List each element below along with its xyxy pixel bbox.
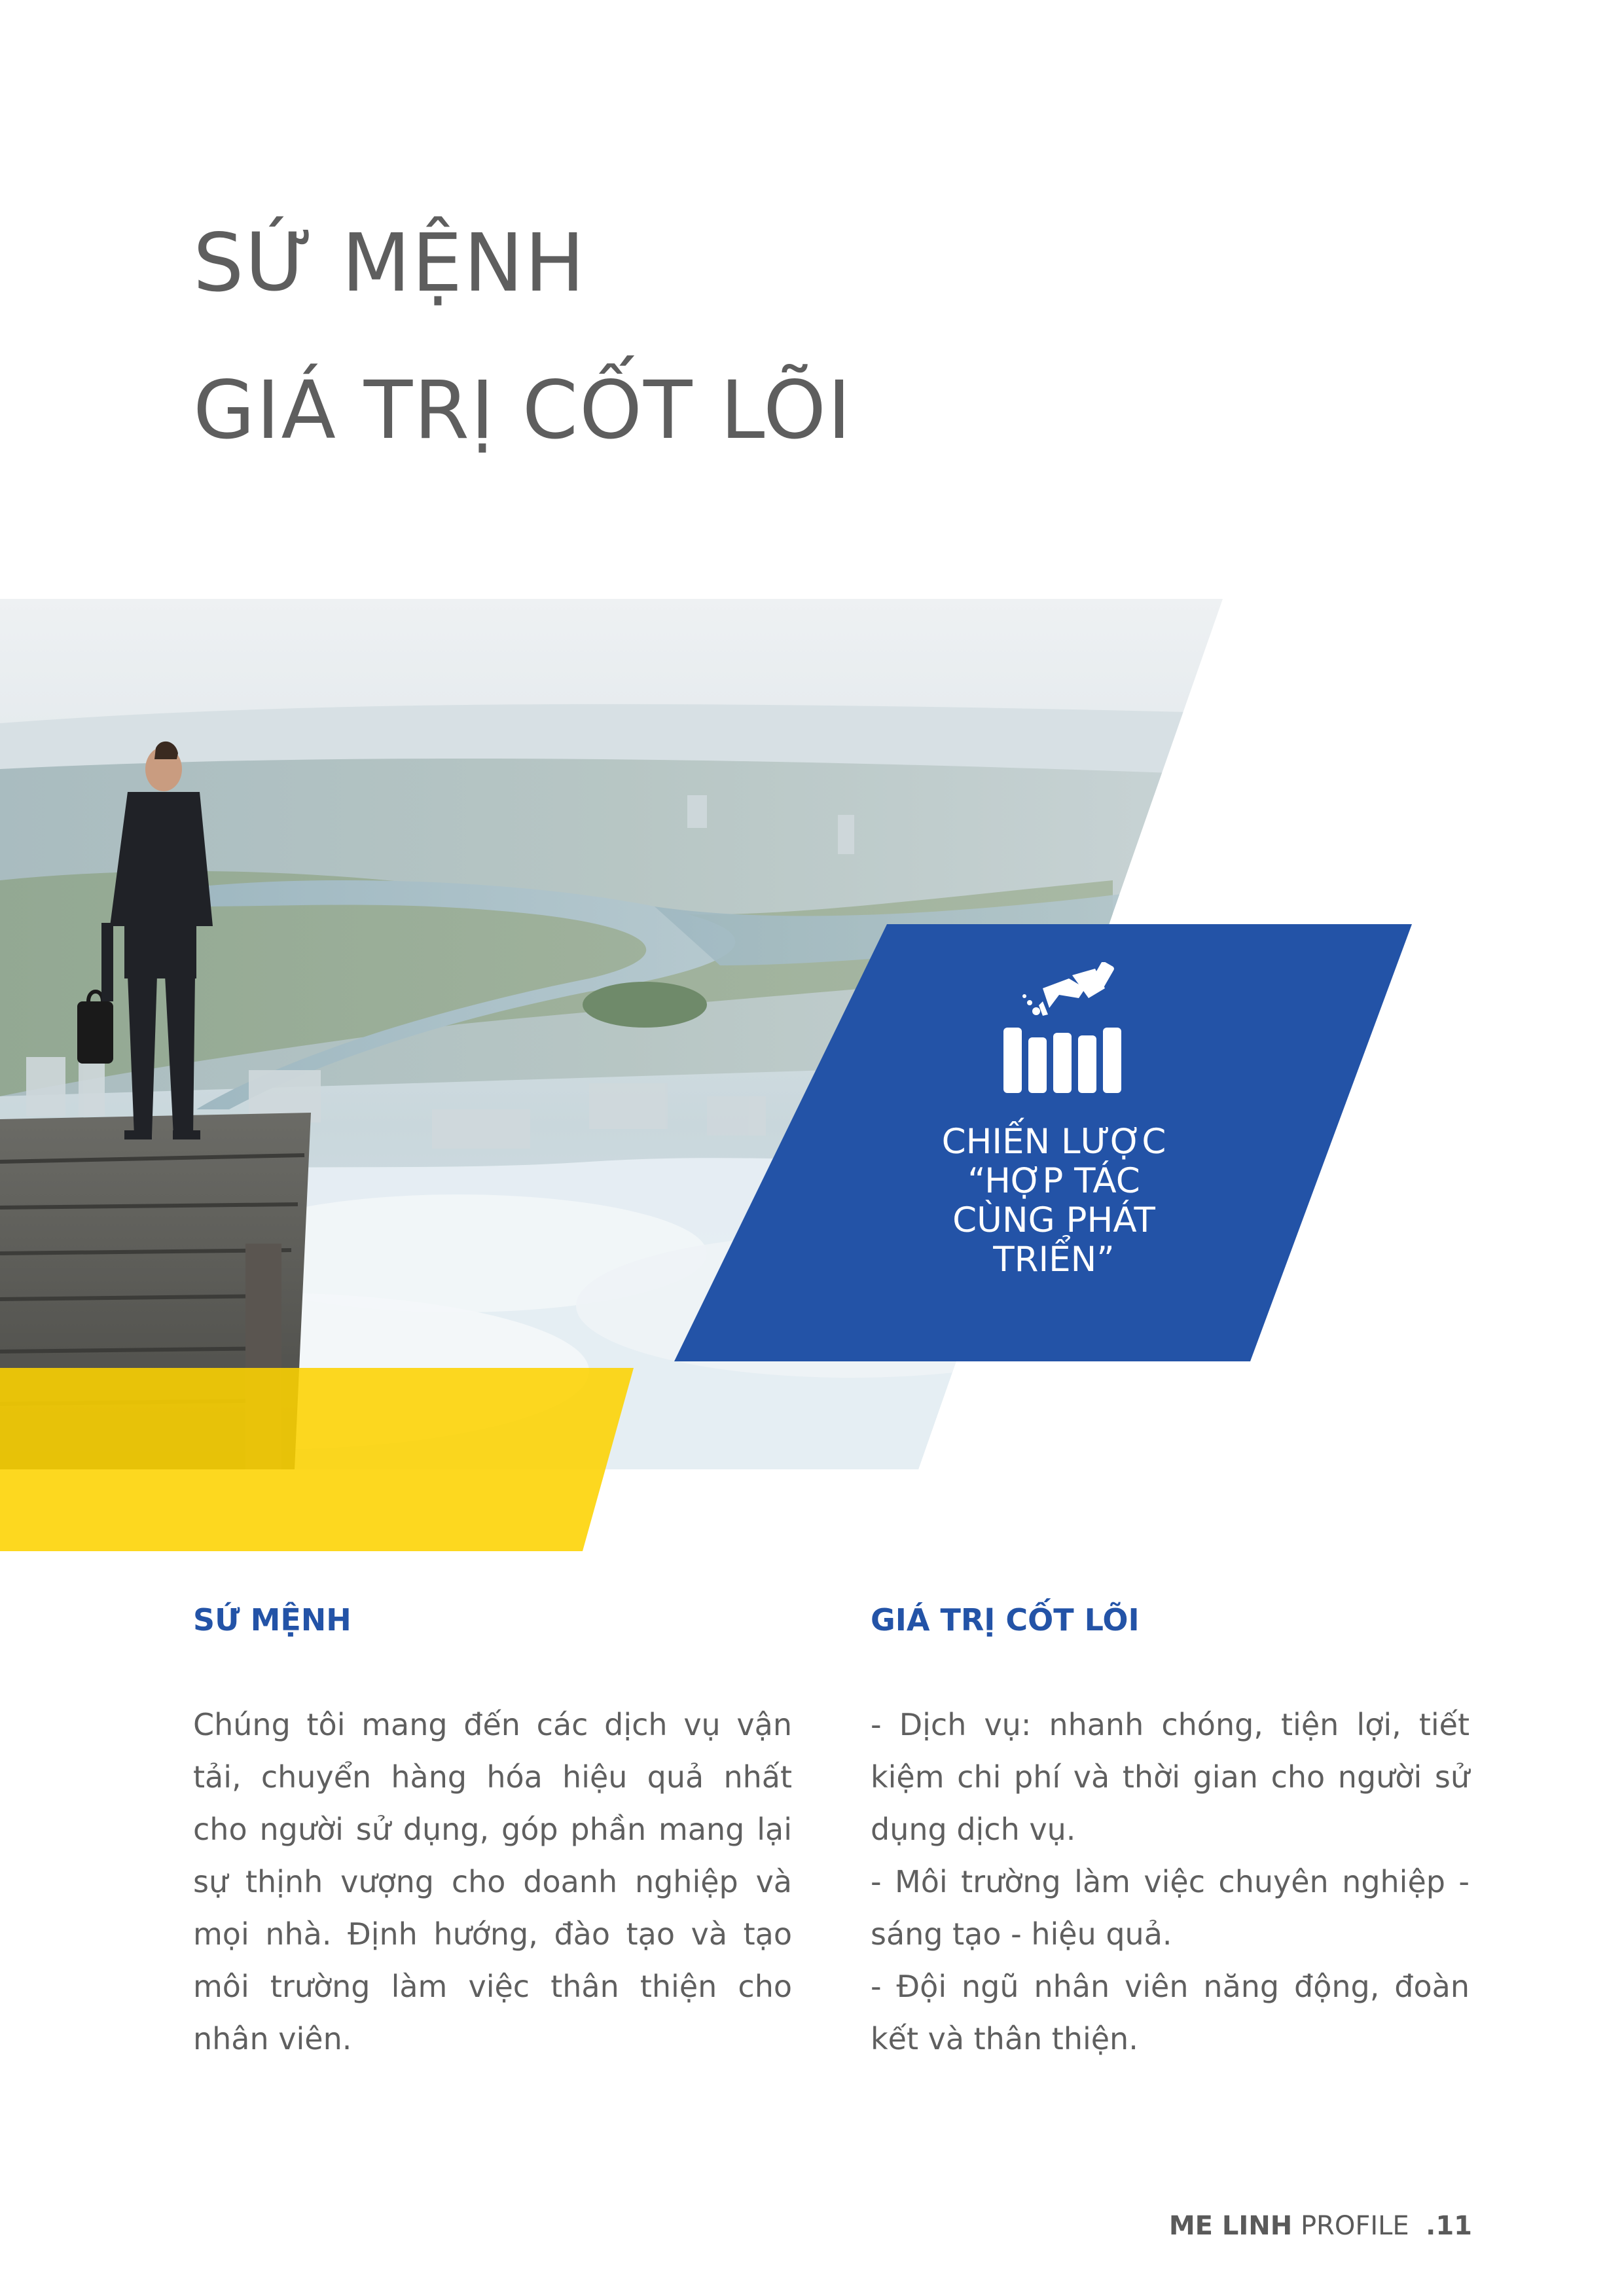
badge-line: CHIẾN LƯỢC — [941, 1122, 1166, 1162]
badge-line: “HỢP TÁC — [967, 1161, 1140, 1201]
core-value-item: - Đội ngũ nhân viên năng động, đoàn kết và thân thiện. — [871, 1969, 1470, 2056]
page-title — [193, 190, 852, 484]
page-title-line-2: GIÁ TRỊ CỐT LÕI — [193, 364, 852, 457]
core-value-item: - Môi trường làm việc chuyên nghiệp - sáng tạo - hiệu quả. — [871, 1864, 1470, 1952]
badge-line: CÙNG PHÁT — [952, 1200, 1155, 1240]
footer-brand: ME LINH — [1168, 2211, 1293, 2241]
handshake-growth-icon — [997, 962, 1128, 1093]
page-number: .11 — [1426, 2211, 1472, 2241]
mission-heading: SỨ MỆNH — [193, 1602, 352, 1638]
core-values-heading: GIÁ TRỊ CỐT LÕI — [871, 1602, 1140, 1638]
page-footer — [1169, 2211, 1472, 2241]
core-value-item: - Dịch vụ: nhanh chóng, tiện lợi, tiết kiệm chi phí và thời gian cho người sử dụng dịch vụ. — [871, 1707, 1470, 1847]
page-title-line-1: SỨ MỆNH — [193, 217, 586, 310]
footer-label: PROFILE — [1300, 2211, 1409, 2241]
strategy-badge-text — [877, 1122, 1231, 1280]
core-values-list — [871, 1698, 1470, 2065]
hero-photo — [0, 599, 1624, 1554]
accent-yellow-band — [0, 1368, 634, 1551]
mission-text: Chúng tôi mang đến các dịch vụ vận tải, chuyển hàng hóa hiệu quả nhất cho người sử dụng, góp phần mang lại sự thịnh vượng cho doanh nghiệp và mọi nhà. Định hướng, đào tạo và tạo môi trường làm việc thân thiện cho nhân viên. — [193, 1707, 792, 2056]
badge-line: TRIỂN” — [993, 1240, 1115, 1280]
